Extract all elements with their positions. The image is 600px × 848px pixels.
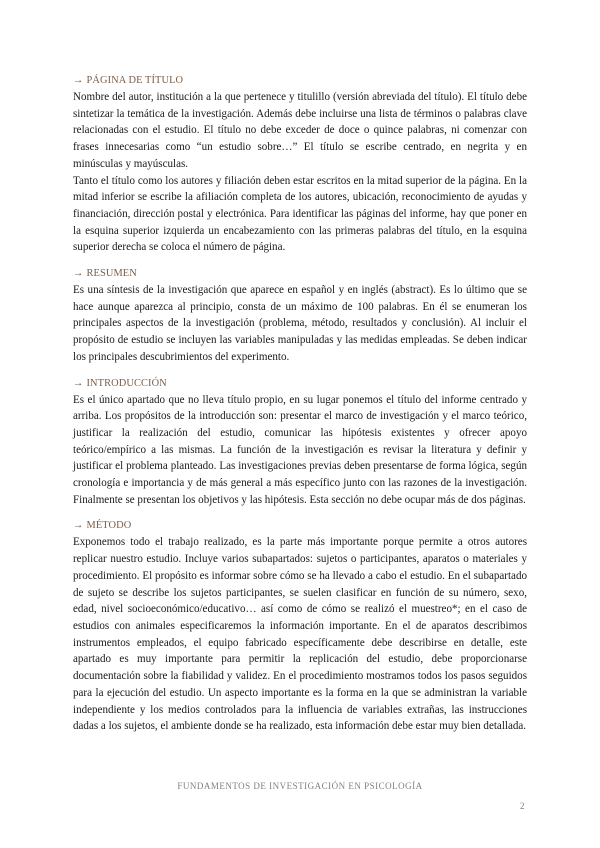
- section-introduccion: [73, 375, 527, 509]
- section-title: INTRODUCCIÓN: [86, 377, 167, 389]
- section-heading: [73, 72, 527, 89]
- section-title: PÁGINA DE TÍTULO: [86, 75, 184, 86]
- section-title: RESUMEN: [86, 268, 137, 280]
- page-number: 2: [520, 801, 525, 811]
- paragraph: Es una síntesis de la investigación que aparece en español y en inglés (abstract). Es lo último que se hace aunque aparezca al principio, consta de un máximo de 100 palabras. En él se enumeran los principales aspectos de la investigación (problema, método, resultados y conclusión). Al incluir el propósito de estudio se incluyen las variables manipuladas y las medidas empleadas. Se deben indicar los principales descubrimientos del experimento.: [73, 284, 527, 363]
- paragraph: Nombre del autor, institución a la que pertenece y titulillo (versión abreviada del título). El título debe sintetizar la temática de la investigación. Además debe incluirse una lista de términos o palabras clave relacionadas con el estudio. El título no debe exceder de doce o quince palabras, ni comenzar con frases innecesarias como “un estudio sobre…” El título se escribe centrado, en negrita y en minúsculas y mayúsculas.: [73, 91, 527, 170]
- section-heading: [73, 517, 527, 534]
- document-body: [73, 70, 527, 744]
- arrow-right-icon: →: [73, 75, 84, 86]
- section-heading: [73, 265, 527, 282]
- paragraph: Es el único apartado que no lleva título propio, en su lugar ponemos el título del informe centrado y arriba. Los propósitos de la introducción son: presentar el marco de investigación y el marco teórico, justificar la realización del estudio, comunicar las hipótesis existentes y ofrecer apoyo teórico/empírico a las mismas. La función de la investigación es revisar la literatura y definir y justificar el problema planteado. Las investigaciones previas deben presentarse de forma lógica, según cronología e importancia y de más general a más específico junto con las razones de la investigación. Finalmente se presentan los objetivos y las hipótesis. Esta sección no debe ocupar más de dos páginas.: [73, 393, 527, 506]
- section-title: MÉTODO: [86, 520, 132, 532]
- section-heading: [73, 375, 527, 392]
- paragraph: Exponemos todo el trabajo realizado, es la parte más importante porque permite a otros autores replicar nuestro estudio. Incluye varios subapartados: sujetos o participantes, aparatos o materiales y procedimiento. El propósito es informar sobre cómo se ha llevado a cabo el estudio. En el subapartado de sujeto se describe los sujetos participantes, se suelen clasificar en función de su número, sexo, edad, nivel socioeconómico/educativo… así como de cómo se realizó el muestreo*; en el caso de estudios con animales especificaremos la información importante. En el de aparatos describimos instrumentos empleados, el equipo fabricado específicamente debe describirse en detalle, este apartado es muy importante para permitir la replicación del estudio, debe proporcionarse documentación sobre la fiabilidad y validez. En el procedimiento mostramos todos los pasos seguidos para la ejecución del estudio. Un aspecto importante es la forma en la que se administran la variable independiente y los medios controlados para la influencia de variables extrañas, las instrucciones dadas a los sujetos, el ambiente donde se ha realizado, esta información debe estar muy bien detallada.: [73, 536, 527, 733]
- arrow-right-icon: →: [73, 268, 84, 280]
- footer-course-title: FUNDAMENTOS DE INVESTIGACIÓN EN PSICOLOGÍA: [177, 781, 423, 791]
- paragraph: Tanto el título como los autores y filiación deben estar escritos en la mitad superior de la página. En la mitad inferior se escribe la afiliación completa de los autores, ubicación, reconocimiento de ayudas y financiación, dirección postal y electrónica. Para identificar las páginas del informe, hay que poner en la esquina superior izquierda un encabezamiento con las primeras palabras del título, en la esquina superior derecha se coloca el número de página.: [73, 174, 527, 254]
- section-metodo: [73, 517, 527, 734]
- arrow-right-icon: →: [73, 520, 84, 532]
- section-resumen: [73, 265, 527, 366]
- section-pagina-de-titulo: [73, 72, 527, 256]
- arrow-right-icon: →: [73, 377, 84, 389]
